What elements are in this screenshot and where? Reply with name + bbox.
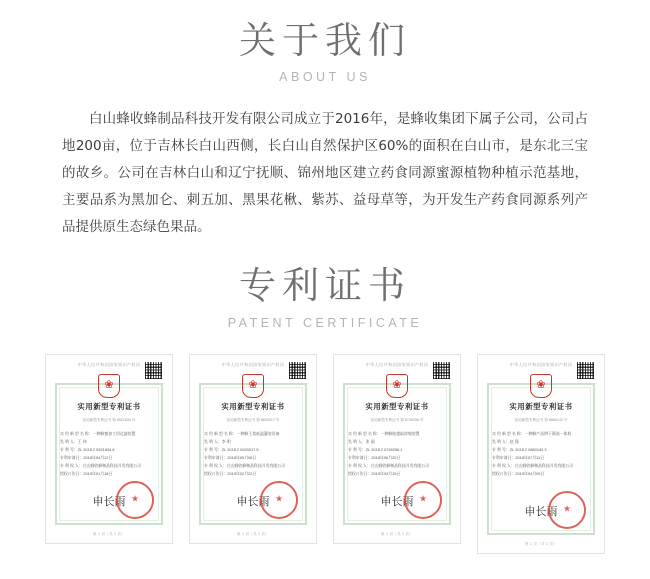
certificate-subtitle: 实用新型专利证书 第 8633017 号 [226,417,280,422]
certificate-footer: 第 1 页（共 1 页） [381,531,413,536]
certificate-card[interactable] [333,354,461,544]
certificate-title: 实用新型专利证书 [365,401,429,411]
certificate-fields [348,430,446,478]
certificate-field: 实 用 新 型 名 称：一种蜂蜜加工用过滤装置 [60,430,136,436]
national-emblem-icon: ❀ [242,374,264,398]
certificate-subtitle: 实用新型专利证书 第 8749256 号 [370,417,424,422]
certificate-field: 专 利 号：ZL 2018 2 0749256.1 [348,446,403,452]
national-emblem-icon: ❀ [530,374,552,398]
qr-code-icon [576,361,595,380]
certificate-field: 授权公告日：2019年02月22日 [204,470,257,476]
certificate-signature: 申长雨 [92,494,126,508]
about-title-en: ABOUT US [279,70,371,85]
national-emblem-icon: ❀ [386,374,408,398]
certificate-title: 实用新型专利证书 [509,401,573,411]
certificate-footer: 第 1 页（共 1 页） [525,541,557,546]
qr-code-icon [432,361,451,380]
certificate-card[interactable] [45,354,173,544]
certificate-fields [492,430,590,478]
certificate-field: 专 利 权 人：白山蜂收蜂制品科技开发有限公司 [60,462,142,468]
certificate-signature: 申长雨 [236,494,270,508]
certificate-title: 实用新型专利证书 [221,401,285,411]
official-seal-icon [260,481,298,519]
certificate-signature: 申长雨 [524,504,558,518]
certificate-footer: 第 1 页（共 1 页） [237,531,269,536]
official-seal-icon [116,481,154,519]
certificate-field: 实 用 新 型 名 称：一种蜂胶提取浓缩装置 [348,430,420,436]
certificate-fields [60,430,158,478]
patent-section-heading [0,241,650,329]
certificate-fields [204,430,302,478]
certificate-field: 专 利 号：ZL 2018 2 0860142.3 [492,446,547,452]
certificate-field: 发 明 人：赵 强 [492,438,519,444]
certificate-field: 专 利 权 人：白山蜂收蜂制品科技开发有限公司 [204,462,286,468]
patent-certificate-gallery [0,354,650,554]
certificate-card[interactable] [189,354,317,544]
about-paragraph: 白山蜂收蜂制品科技开发有限公司成立于2016年，是蜂收集团下属子公司，公司占地200亩，位于吉林长白山西侧，长白山自然保护区60%的面积在白山市，是东北三宝的故乡。公司在吉林白山和辽宁抚顺、锦州地区建立药食同源蜜源植物种植示范基地，主要品系为黑加仑、刺五加、黑果花楸、紫苏、益母草等，为开发生产药食同源系列产品提供原生态绿色果品。 [62,111,588,236]
certificate-field: 专利申请日：2018年06月20日 [348,454,401,460]
certificate-field: 授权公告日：2019年01月18日 [60,470,113,476]
national-emblem-icon: ❀ [98,374,120,398]
certificate-authority-line: 中华人民共和国国家知识产权局 [365,361,429,367]
about-title-cn: 关于我们 [239,19,411,62]
certificate-subtitle: 实用新型专利证书 第 8860142 号 [514,417,568,422]
certificate-subtitle: 实用新型专利证书 第 8521634 号 [82,417,136,422]
certificate-field: 专利申请日：2018年07月11日 [492,454,545,460]
certificate-title: 实用新型专利证书 [77,401,141,411]
about-section-heading [0,0,650,84]
certificate-authority-line: 中华人民共和国国家知识产权局 [77,361,141,367]
certificate-card[interactable] [477,354,605,554]
qr-code-icon [144,361,163,380]
certificate-field: 发 明 人：张 丽 [348,438,375,444]
certificate-field: 专 利 权 人：白山蜂收蜂制品科技开发有限公司 [348,462,430,468]
certificate-footer: 第 1 页（共 1 页） [93,531,125,536]
certificate-authority-line: 中华人民共和国国家知识产权局 [509,361,573,367]
certificate-field: 授权公告日：2019年04月09日 [492,470,545,476]
certificate-signature: 申长雨 [380,494,414,508]
patent-title-en: PATENT CERTIFICATE [227,315,423,330]
certificate-field: 专 利 号：ZL 2018 2 0521634.8 [60,446,115,452]
certificate-field: 发 明 人：王 伟 [60,438,87,444]
certificate-authority-line: 中华人民共和国国家知识产权局 [221,361,285,367]
certificate-field: 专 利 号：ZL 2018 2 0633017.5 [204,446,259,452]
certificate-field: 专 利 权 人：白山蜂收蜂制品科技开发有限公司 [492,462,574,468]
certificate-field: 实 用 新 型 名 称：一种蜂王浆低温灌装设备 [204,430,280,436]
certificate-field: 实 用 新 型 名 称：一种蜂产品烘干筛选一体机 [492,430,572,436]
qr-code-icon [288,361,307,380]
official-seal-icon [548,491,586,529]
certificate-field: 授权公告日：2019年03月15日 [348,470,401,476]
certificate-field: 发 明 人：李 明 [204,438,231,444]
certificate-field: 专利申请日：2018年04月12日 [60,454,113,460]
patent-title-cn: 专利证书 [239,264,411,308]
about-intro-block [0,84,650,241]
certificate-field: 专利申请日：2018年05月06日 [204,454,257,460]
official-seal-icon [404,481,442,519]
